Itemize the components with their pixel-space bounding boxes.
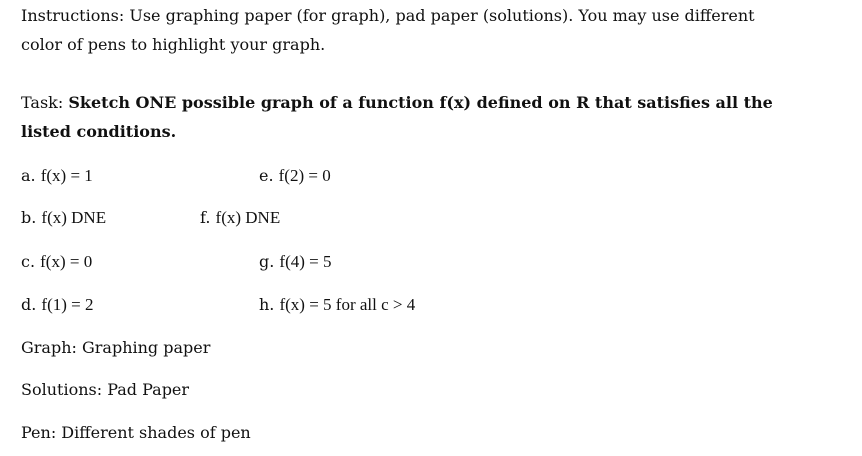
- condition-label: c.: [21, 252, 41, 271]
- instructions-line-2: color of pens to highlight your graph.: [21, 35, 326, 54]
- condition-f: [200, 208, 280, 228]
- condition-expression: f(x) DNE: [41, 208, 107, 227]
- condition-label: d.: [21, 295, 42, 314]
- condition-c: [21, 252, 92, 272]
- condition-label: e.: [259, 166, 279, 185]
- condition-label: g.: [259, 252, 280, 271]
- condition-d: [21, 295, 94, 315]
- condition-g: [259, 252, 332, 272]
- graph-note: Graph: Graphing paper: [21, 338, 211, 357]
- condition-label: f.: [200, 208, 216, 227]
- solutions-note: Solutions: Pad Paper: [21, 380, 190, 399]
- condition-expression: f(x) DNE: [215, 208, 281, 227]
- task-line-2: listed conditions.: [21, 122, 177, 141]
- condition-expression: f(x) = 1: [40, 166, 93, 185]
- condition-e: [259, 166, 331, 186]
- pen-note: Pen: Different shades of pen: [21, 423, 251, 442]
- condition-expression: f(2) = 0: [278, 166, 331, 185]
- instructions-line-1: Instructions: Use graphing paper (for graph), pad paper (solutions). You may use different: [21, 6, 755, 25]
- condition-expression: f(4) = 5: [279, 252, 332, 271]
- condition-label: b.: [21, 208, 42, 227]
- condition-expression: f(x) = 0: [40, 252, 93, 271]
- condition-b: [21, 208, 106, 228]
- condition-expression: f(x) = 5 for all c > 4: [279, 295, 416, 314]
- condition-label: h.: [259, 295, 280, 314]
- task-text: Sketch ONE possible graph of a function f(x) defined on R that satisfies all the: [68, 93, 773, 112]
- condition-label: a.: [21, 166, 41, 185]
- task-label: Task:: [21, 93, 69, 112]
- condition-expression: f(1) = 2: [41, 295, 94, 314]
- condition-h: [259, 295, 415, 315]
- task-line-1: [21, 93, 773, 113]
- condition-a: [21, 166, 93, 186]
